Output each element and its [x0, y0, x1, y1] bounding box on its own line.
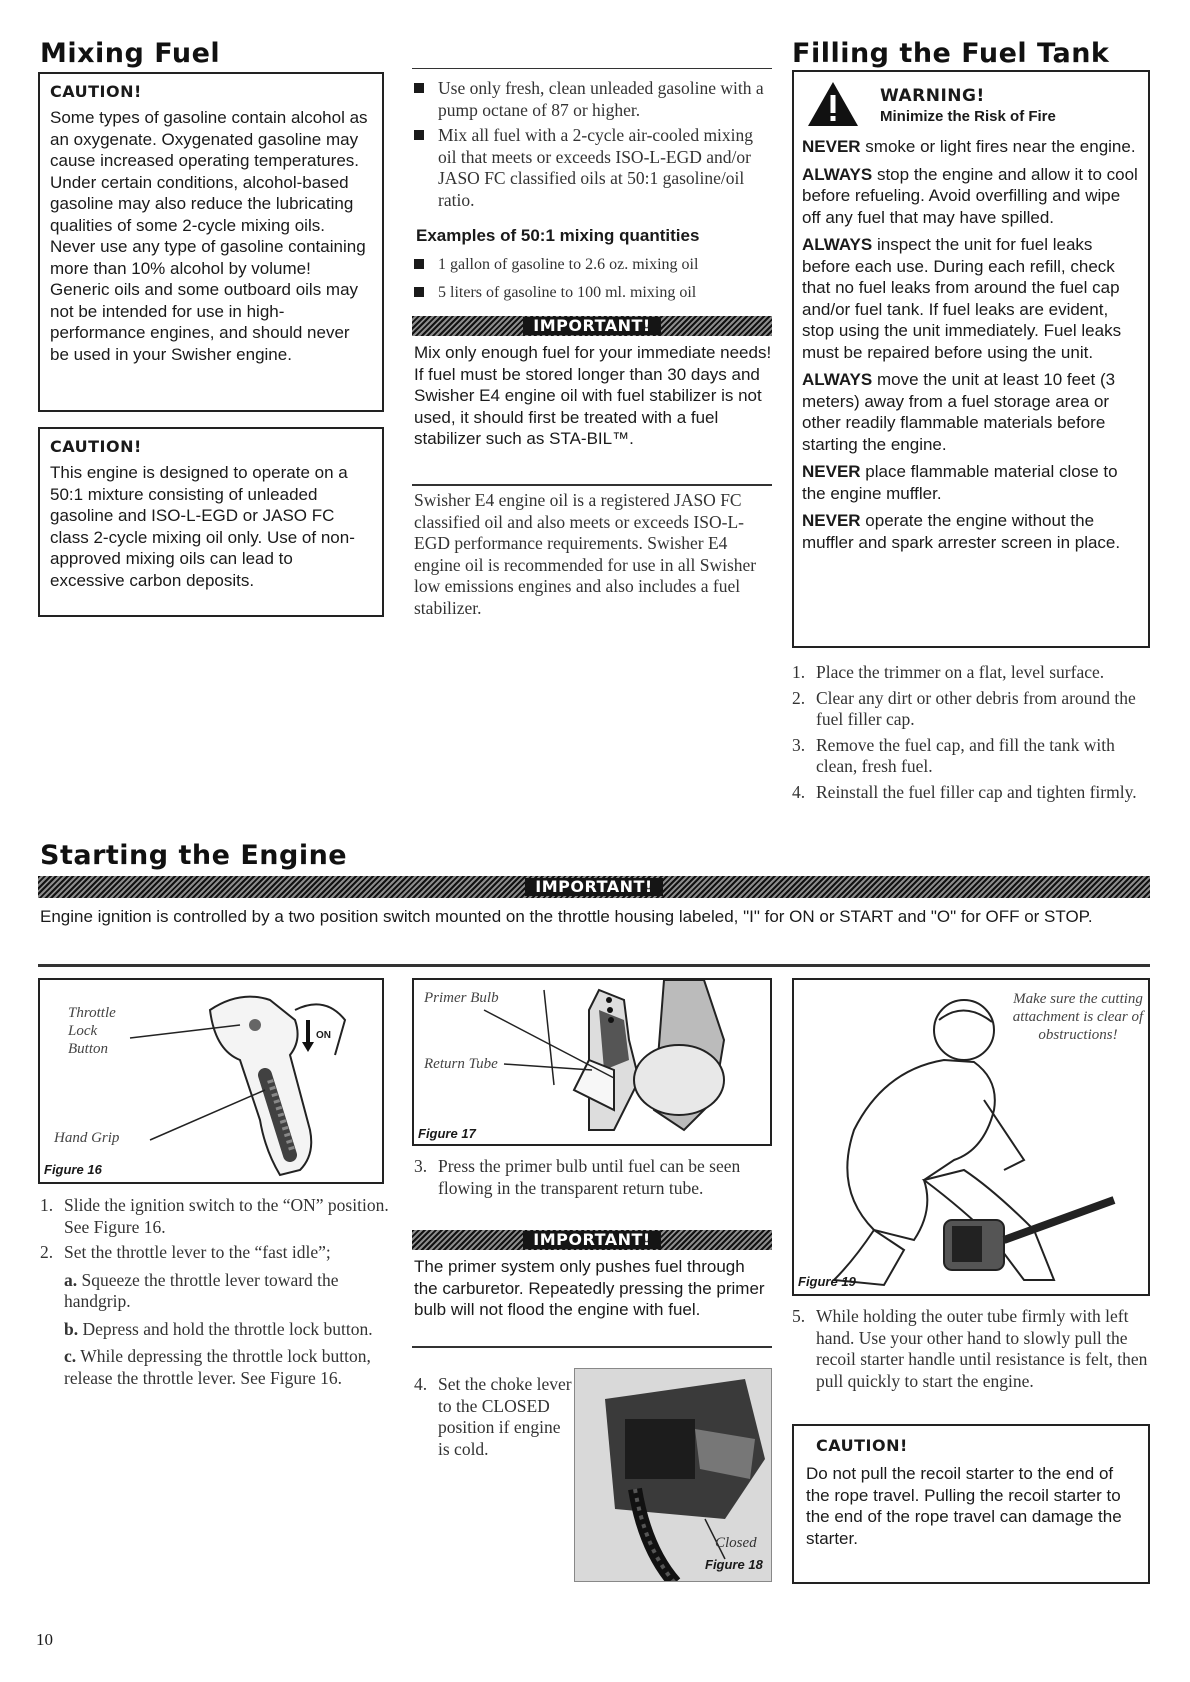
callout-throttle-lock-button: Throttle Lock Button [68, 1005, 116, 1057]
substep [40, 1319, 390, 1341]
step-text: Slide the ignition switch to the “ON” position. See Figure 16. [64, 1195, 389, 1237]
caution-title: CAUTION! [50, 437, 142, 456]
list-item [40, 1242, 390, 1264]
figure-label: Figure 19 [798, 1274, 856, 1289]
page-number: 10 [36, 1630, 53, 1649]
step-number: 4. [792, 781, 806, 802]
step-number: 4. [414, 1374, 428, 1394]
warning-box [792, 70, 1150, 648]
list-item: Mix all fuel with a 2-cycle air-cooled mixing oil that meets or exceeds ISO-L-EGD and/or JASO FC classified oils at 50:1 gasoline/oil ratio. [412, 125, 772, 211]
substep-text: Squeeze the throttle lever toward the handgrip. [64, 1269, 339, 1311]
caution-text: Do not pull the recoil starter to the end of the rope travel. Pulling the recoil starter to the end of the rope travel can damage the starter. [806, 1464, 1122, 1548]
substep-text: Depress and hold the throttle lock button. [78, 1318, 373, 1339]
warning-item [802, 164, 1140, 229]
on-mark: ON [316, 1030, 331, 1041]
divider [38, 964, 1150, 967]
warning-keyword: NEVER [802, 462, 861, 481]
step-number: 2. [40, 1242, 54, 1262]
step-text: Press the primer bulb until fuel can be seen flowing in the transparent return tube. [438, 1156, 741, 1198]
step-number: 1. [792, 662, 806, 682]
caution-text: Some types of gasoline contain alcohol as an oxygenate. Oxygenated gasoline may cause increased operating temperatures. Under certain conditions, alcohol-based gasoline may also reduce the lubricating qualities of some 2-cycle mixing oils. Never use any type of gasoline containing more than 10% alcohol by volume! Generic oils and some outboard oils may not be intended for use in high-performance engines, and should never be used in your Swisher engine. [50, 108, 368, 364]
step-number: 2. [792, 687, 806, 708]
swisher-oil-text: Swisher E4 engine oil is a registered JASO FC classified oil and also meets or exceeds ISO-L-EGD performance requirements. Swisher E4 engine oil is recommended for use in all Swisher low emissions engines and also includes a fuel stabilizer. [414, 490, 757, 618]
warning-text: smoke or light fires near the engine. [860, 137, 1136, 156]
examples-heading: Examples of 50:1 mixing quantities [416, 226, 700, 245]
figure-17 [412, 978, 772, 1146]
list-item [414, 1374, 574, 1460]
list-item: 5 liters of gasoline to 100 ml. mixing oil [412, 282, 772, 304]
substep [40, 1346, 390, 1389]
warning-item [802, 510, 1140, 553]
important-label: IMPORTANT! [523, 317, 660, 335]
figure-label: Figure 16 [44, 1162, 102, 1177]
caution-text: This engine is designed to operate on a 50:1 mixture consisting of unleaded gasoline and ISO-L-EGD or JASO FC class 2-cycle mixing oil only. Use of non-approved mixing oils can lead to excessive carbon deposits. [50, 463, 355, 590]
starting-steps-left [40, 1195, 390, 1389]
step-number: 5. [792, 1306, 806, 1326]
warning-text: move the unit at least 10 feet (3 meters) away from a fuel storage area or other readily flammable materials before starting the engine. [802, 370, 1116, 454]
step-text: Remove the fuel cap, and fill the tank with clean, fresh fuel. [816, 734, 1115, 776]
warning-text: inspect the unit for fuel leaks before each use. During each refill, check that no fuel leaks from around the fuel cap and/or fuel tank. If fuel leaks are evident, stop using the unit immediately. Fuel leaks must be repaired before using the unit. [802, 235, 1122, 362]
caution-box-mixture [38, 427, 384, 617]
warning-item [802, 136, 1140, 158]
warning-text: operate the engine without the muffler and spark arrester screen in place. [802, 511, 1121, 552]
figure-18 [574, 1368, 772, 1582]
step-text: Set the choke lever to the CLOSED position if engine is cold. [438, 1374, 572, 1459]
important-banner [412, 1230, 772, 1250]
step-number: 3. [792, 734, 806, 755]
step-3 [414, 1156, 769, 1199]
callout-primer-bulb: Primer Bulb [424, 990, 499, 1006]
warning-keyword: ALWAYS [802, 370, 873, 389]
warning-item [802, 234, 1140, 363]
step-5 [792, 1306, 1154, 1392]
warning-triangle-icon [806, 80, 860, 128]
callout-return-tube: Return Tube [424, 1056, 498, 1072]
substep-letter: b. [64, 1318, 79, 1339]
list-item: Use only fresh, clean unleaded gasoline with a pump octane of 87 or higher. [412, 78, 772, 121]
divider [412, 484, 772, 486]
step-number: 1. [40, 1195, 54, 1215]
important-label: IMPORTANT! [523, 1231, 660, 1249]
figure-19 [792, 978, 1150, 1296]
mixing-fuel-heading: Mixing Fuel [40, 38, 221, 69]
warning-text: stop the engine and allow it to cool before refueling. Avoid overfilling and wipe off any fuel that may have spilled. [802, 164, 1138, 227]
important-label: IMPORTANT! [525, 878, 662, 896]
warning-title: WARNING! [880, 86, 985, 106]
step-text: While holding the outer tube firmly with left hand. Use your other hand to slowly pull the recoil starter handle until resistance is felt, then pull quickly to start the engine. [816, 1306, 1148, 1391]
caution-title: CAUTION! [50, 82, 142, 101]
filling-steps [792, 662, 1152, 803]
figure-label: Figure 17 [418, 1126, 476, 1141]
caution-box-alcohol [38, 72, 384, 412]
step-text: Place the trimmer on a flat, level surface. [816, 662, 1105, 682]
step-4 [414, 1374, 574, 1460]
warning-item [802, 461, 1140, 504]
important-banner [38, 876, 1150, 898]
important-banner [412, 316, 772, 336]
list-item [792, 782, 1152, 804]
step-text: Reinstall the fuel filler cap and tighten firmly. [816, 781, 1137, 802]
list-item [792, 688, 1152, 731]
divider [412, 1346, 772, 1348]
fig19-note: Make sure the cutting attachment is clear of obstructions! [1012, 991, 1144, 1043]
warning-item [802, 369, 1140, 455]
caution-box-recoil [792, 1424, 1150, 1584]
list-item [792, 1306, 1154, 1392]
column-rule [412, 68, 772, 69]
starting-engine-heading: Starting the Engine [40, 840, 348, 871]
substep-text: While depressing the throttle lock button, release the throttle lever. See Figure 16. [64, 1346, 371, 1388]
ignition-intro: Engine ignition is controlled by a two position switch mounted on the throttle housing labeled, "I" for ON or START and "O" for OFF or STOP. [40, 907, 1093, 926]
important-text: Mix only enough fuel for your immediate needs! If fuel must be stored longer than 30 days and Swisher E4 engine oil with fuel stabilizer is not used, it should first be treated with a fuel stabilizer such as STA-BIL™. [414, 343, 772, 448]
warning-keyword: ALWAYS [802, 164, 873, 184]
list-item [792, 735, 1152, 778]
figure-16 [38, 978, 384, 1184]
list-item [40, 1195, 390, 1238]
substep-letter: a. [64, 1269, 78, 1290]
warning-keyword: ALWAYS [802, 235, 873, 254]
mixing-bullets [412, 78, 772, 211]
warning-header [802, 78, 1140, 138]
callout-hand-grip: Hand Grip [54, 1130, 120, 1146]
primer-important-text: The primer system only pushes fuel through the carburetor. Repeatedly pressing the primer bulb will not flood the engine with fuel. [414, 1257, 765, 1319]
substep-letter: c. [64, 1346, 77, 1366]
warning-subtitle: Minimize the Risk of Fire [880, 108, 1056, 125]
examples-list [412, 254, 772, 303]
warning-text: place flammable material close to the engine muffler. [802, 462, 1118, 503]
filling-fuel-tank-heading: Filling the Fuel Tank [792, 38, 1110, 69]
list-item: 1 gallon of gasoline to 2.6 oz. mixing oil [412, 254, 772, 276]
substep [40, 1270, 390, 1313]
warning-keyword: NEVER [802, 511, 861, 530]
list-item [792, 662, 1152, 684]
step-number: 3. [414, 1156, 428, 1176]
callout-closed: Closed [715, 1535, 757, 1551]
step-text: Set the throttle lever to the “fast idle”; [64, 1242, 331, 1262]
step-text: Clear any dirt or other debris from around the fuel filler cap. [816, 687, 1136, 729]
list-item [414, 1156, 769, 1199]
figure-label: Figure 18 [705, 1557, 763, 1572]
caution-title: CAUTION! [816, 1436, 908, 1455]
warning-keyword: NEVER [802, 137, 861, 156]
